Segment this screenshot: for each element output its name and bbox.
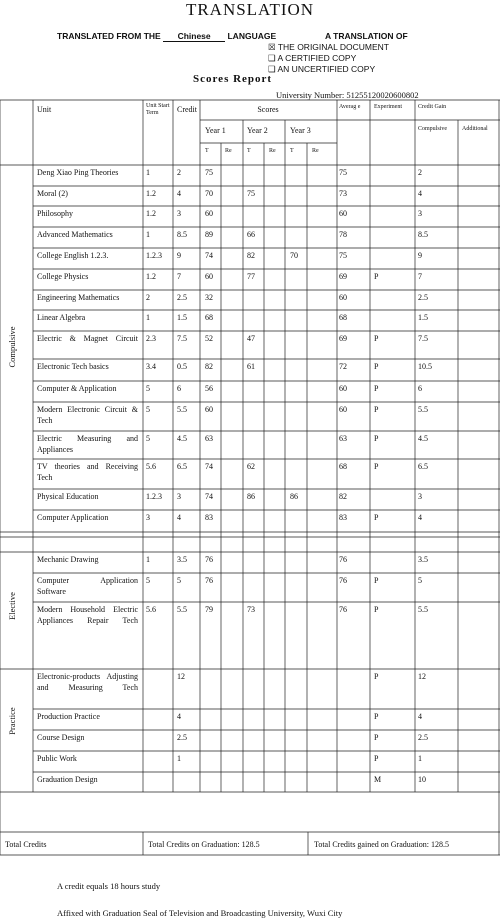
- cell-term: 5: [146, 434, 150, 443]
- cell-term: 1: [146, 555, 150, 564]
- cell-y1: 70: [205, 189, 213, 198]
- cell-y1: 74: [205, 492, 213, 501]
- cell-avg: 60: [339, 405, 347, 414]
- group-compulsive: Compulsive: [7, 326, 17, 368]
- total-credits-on-graduation: Total Credits on Graduation: 128.5: [148, 840, 260, 849]
- cell-credit: 5.5: [177, 405, 187, 414]
- cell-term: 5: [146, 405, 150, 414]
- cell-unit: Electronic Tech basics: [37, 362, 109, 371]
- cell-term: 1.2: [146, 209, 156, 218]
- cell-y2: 66: [247, 230, 255, 239]
- header-unit: Unit: [37, 105, 52, 114]
- cell-credit: 4: [177, 189, 181, 198]
- cell-term: 1.2.3: [146, 492, 162, 501]
- header-y2-re: Re: [269, 148, 276, 154]
- cell-exp: P: [374, 434, 379, 443]
- cell-credit: 1: [177, 754, 181, 763]
- cell-avg: 69: [339, 334, 347, 343]
- cell-term: 1: [146, 313, 150, 322]
- header-y3-t: T: [290, 148, 294, 154]
- cell-exp: P: [374, 754, 379, 763]
- cell-unit: Modern Electronic Circuit & Tech: [37, 405, 138, 425]
- cell-credit: 0.5: [177, 362, 187, 371]
- cell-unit: Modern Household Electric Appliances Repair Tech: [37, 605, 138, 625]
- cell-avg: 76: [339, 576, 347, 585]
- cell-gain: 12: [418, 672, 426, 681]
- cell-gain: 6: [418, 384, 422, 393]
- cell-unit: Engineering Mathematics: [37, 293, 120, 302]
- cell-exp: P: [374, 462, 379, 471]
- cell-gain: 5.5: [418, 405, 428, 414]
- cell-exp: M: [374, 775, 382, 784]
- cell-gain: 7.5: [418, 334, 428, 343]
- cell-y2: 82: [247, 251, 255, 260]
- cell-exp: P: [374, 712, 379, 721]
- cell-y1: 89: [205, 230, 213, 239]
- cell-unit: College English 1.2.3.: [37, 251, 109, 260]
- cell-credit: 7: [177, 272, 181, 281]
- translated-from-label: TRANSLATED FROM THE: [57, 31, 161, 41]
- cell-unit: Mechanic Drawing: [37, 555, 99, 564]
- cell-unit: Moral (2): [37, 189, 68, 198]
- cell-exp: P: [374, 733, 379, 742]
- cell-gain: 3: [418, 492, 422, 501]
- cell-term: 1.2: [146, 189, 156, 198]
- header-year2: Year 2: [247, 126, 268, 135]
- cell-term: 2.3: [146, 334, 156, 343]
- cell-term: 5.6: [146, 605, 156, 614]
- cell-y1: 76: [205, 576, 213, 585]
- header-credit-gain: Credit Gain: [418, 104, 447, 110]
- cell-exp: P: [374, 272, 379, 281]
- cell-term: 5: [146, 384, 150, 393]
- cell-credit: 3.5: [177, 555, 187, 564]
- cell-credit: 4.5: [177, 434, 187, 443]
- cell-credit: 8.5: [177, 230, 187, 239]
- cell-term: 2: [146, 293, 150, 302]
- cell-unit: TV theories and Receiving Tech: [37, 462, 138, 482]
- cell-y1: 56: [205, 384, 213, 393]
- cell-unit: Electronic-products Adjusting and Measuring Tech: [37, 672, 138, 692]
- cell-term: 5: [146, 576, 150, 585]
- cell-avg: 75: [339, 251, 347, 260]
- cell-y2: 73: [247, 605, 255, 614]
- header-experiment: Experiment: [374, 104, 402, 110]
- cell-unit: Graduation Design: [37, 775, 98, 784]
- header-y2-t: T: [247, 148, 251, 154]
- cell-unit: Computer Application: [37, 513, 109, 522]
- cell-gain: 8.5: [418, 230, 428, 239]
- header-y3-re: Re: [312, 148, 319, 154]
- option-original-document: ☒ THE ORIGINAL DOCUMENT: [268, 42, 389, 52]
- cell-gain: 5.5: [418, 605, 428, 614]
- cell-y1: 79: [205, 605, 213, 614]
- cell-gain: 2.5: [418, 733, 428, 742]
- option-certified-copy: ❑ A CERTIFIED COPY: [268, 53, 357, 63]
- cell-credit: 4: [177, 712, 181, 721]
- header-additional: Additional: [462, 126, 488, 132]
- cell-credit: 5: [177, 576, 181, 585]
- cell-y2: 77: [247, 272, 255, 281]
- cell-unit: Physical Education: [37, 492, 99, 501]
- cell-gain: 10.5: [418, 362, 432, 371]
- cell-y1: 68: [205, 313, 213, 322]
- cell-avg: 73: [339, 189, 347, 198]
- cell-avg: 63: [339, 434, 347, 443]
- cell-y1: 63: [205, 434, 213, 443]
- cell-avg: 60: [339, 209, 347, 218]
- cell-unit: Linear Algebra: [37, 313, 86, 322]
- cell-y1: 52: [205, 334, 213, 343]
- cell-y1: 74: [205, 462, 213, 471]
- header-scores: Scores: [257, 105, 279, 114]
- cell-gain: 3.5: [418, 555, 428, 564]
- cell-y2: 86: [247, 492, 255, 501]
- cell-gain: 5: [418, 576, 422, 585]
- cell-unit: Public Work: [37, 754, 77, 763]
- cell-avg: 60: [339, 293, 347, 302]
- cell-exp: P: [374, 405, 379, 414]
- cell-gain: 2.5: [418, 293, 428, 302]
- cell-credit: 12: [177, 672, 185, 681]
- cell-y2: 47: [247, 334, 255, 343]
- cell-y1: 60: [205, 209, 213, 218]
- cell-exp: P: [374, 576, 379, 585]
- cell-credit: 9: [177, 251, 181, 260]
- cell-credit: 4: [177, 513, 181, 522]
- cell-unit: College Physics: [37, 272, 89, 281]
- header-compulsive: Compulsive: [418, 126, 448, 132]
- cell-y2: 75: [247, 189, 255, 198]
- cell-y1: 82: [205, 362, 213, 371]
- cell-exp: P: [374, 362, 379, 371]
- cell-term: 1: [146, 168, 150, 177]
- header-average: Averag e: [339, 104, 361, 110]
- header-credit: Credit: [177, 105, 197, 114]
- source-language: Chinese: [163, 31, 225, 42]
- cell-avg: 60: [339, 384, 347, 393]
- header-year1: Year 1: [205, 126, 226, 135]
- cell-y2: 62: [247, 462, 255, 471]
- cell-avg: 78: [339, 230, 347, 239]
- cell-unit: Electric Measuring and Appliances: [37, 434, 138, 454]
- cell-unit: Philosophy: [37, 209, 74, 218]
- cell-avg: 76: [339, 605, 347, 614]
- footnote-seal: Affixed with Graduation Seal of Television and Broadcasting University, Wuxi City: [57, 908, 343, 918]
- cell-credit: 6: [177, 384, 181, 393]
- cell-credit: 3: [177, 209, 181, 218]
- cell-y3: 70: [290, 251, 298, 260]
- cell-gain: 3: [418, 209, 422, 218]
- cell-y1: 75: [205, 168, 213, 177]
- cell-term: 3.4: [146, 362, 156, 371]
- document-title: TRANSLATION: [185, 0, 315, 19]
- report-title: Scores Report: [193, 73, 273, 85]
- total-credits-gained: Total Credits gained on Graduation: 128.5: [314, 840, 449, 849]
- cell-y3: 86: [290, 492, 298, 501]
- cell-gain: 6.5: [418, 462, 428, 471]
- cell-credit: 2.5: [177, 293, 187, 302]
- cell-credit: 7.5: [177, 334, 187, 343]
- header-year3: Year 3: [290, 126, 311, 135]
- cell-gain: 1: [418, 754, 422, 763]
- cell-exp: P: [374, 672, 379, 681]
- option-uncertified-copy: ❑ AN UNCERTIFIED COPY: [268, 64, 376, 74]
- cell-credit: 1.5: [177, 313, 187, 322]
- cell-gain: 9: [418, 251, 422, 260]
- cell-y1: 74: [205, 251, 213, 260]
- cell-gain: 1.5: [418, 313, 428, 322]
- cell-term: 1.2.3: [146, 251, 162, 260]
- cell-term: 1: [146, 230, 150, 239]
- group-practice: Practice: [7, 707, 17, 735]
- cell-gain: 4: [418, 513, 422, 522]
- cell-y1: 76: [205, 555, 213, 564]
- cell-gain: 10: [418, 775, 426, 784]
- cell-term: 5.6: [146, 462, 156, 471]
- cell-exp: P: [374, 513, 379, 522]
- cell-unit: Course Design: [37, 733, 85, 742]
- cell-credit: 2: [177, 168, 181, 177]
- cell-avg: 75: [339, 168, 347, 177]
- group-elective: Elective: [7, 592, 17, 620]
- cell-gain: 4: [418, 189, 422, 198]
- total-credits-label: Total Credits: [5, 840, 47, 849]
- cell-unit: Production Practice: [37, 712, 100, 721]
- cell-gain: 4.5: [418, 434, 428, 443]
- cell-term: 3: [146, 513, 150, 522]
- cell-avg: 82: [339, 492, 347, 501]
- cell-avg: 72: [339, 362, 347, 371]
- cell-credit: 5.5: [177, 605, 187, 614]
- cell-y1: 60: [205, 405, 213, 414]
- cell-term: 1.2: [146, 272, 156, 281]
- cell-gain: 4: [418, 712, 422, 721]
- cell-unit: Computer & Application: [37, 384, 117, 393]
- header-start-term: Unit Start Term: [146, 103, 170, 116]
- cell-y1: 32: [205, 293, 213, 302]
- cell-gain: 7: [418, 272, 422, 281]
- cell-unit: Deng Xiao Ping Theories: [37, 168, 119, 177]
- cell-avg: 68: [339, 462, 347, 471]
- cell-avg: 83: [339, 513, 347, 522]
- cell-unit: Advanced Mathematics: [37, 230, 113, 239]
- cell-y1: 83: [205, 513, 213, 522]
- cell-gain: 2: [418, 168, 422, 177]
- cell-exp: P: [374, 334, 379, 343]
- cell-unit: Electric & Magnet Circuit: [37, 334, 138, 343]
- cell-avg: 76: [339, 555, 347, 564]
- cell-credit: 2.5: [177, 733, 187, 742]
- cell-avg: 68: [339, 313, 347, 322]
- header-y1-re: Re: [225, 148, 232, 154]
- cell-avg: 69: [339, 272, 347, 281]
- cell-credit: 6.5: [177, 462, 187, 471]
- cell-y1: 60: [205, 272, 213, 281]
- cell-unit: Computer Application Software: [37, 576, 138, 596]
- header-y1-t: T: [205, 148, 209, 154]
- translation-of-label: A TRANSLATION OF: [325, 31, 408, 41]
- university-number: University Number: 51255120020600802: [276, 90, 419, 100]
- cell-y2: 61: [247, 362, 255, 371]
- cell-credit: 3: [177, 492, 181, 501]
- cell-exp: P: [374, 384, 379, 393]
- cell-exp: P: [374, 605, 379, 614]
- language-suffix: LANGUAGE: [227, 31, 277, 41]
- footnote-credit-hours: A credit equals 18 hours study: [57, 881, 161, 891]
